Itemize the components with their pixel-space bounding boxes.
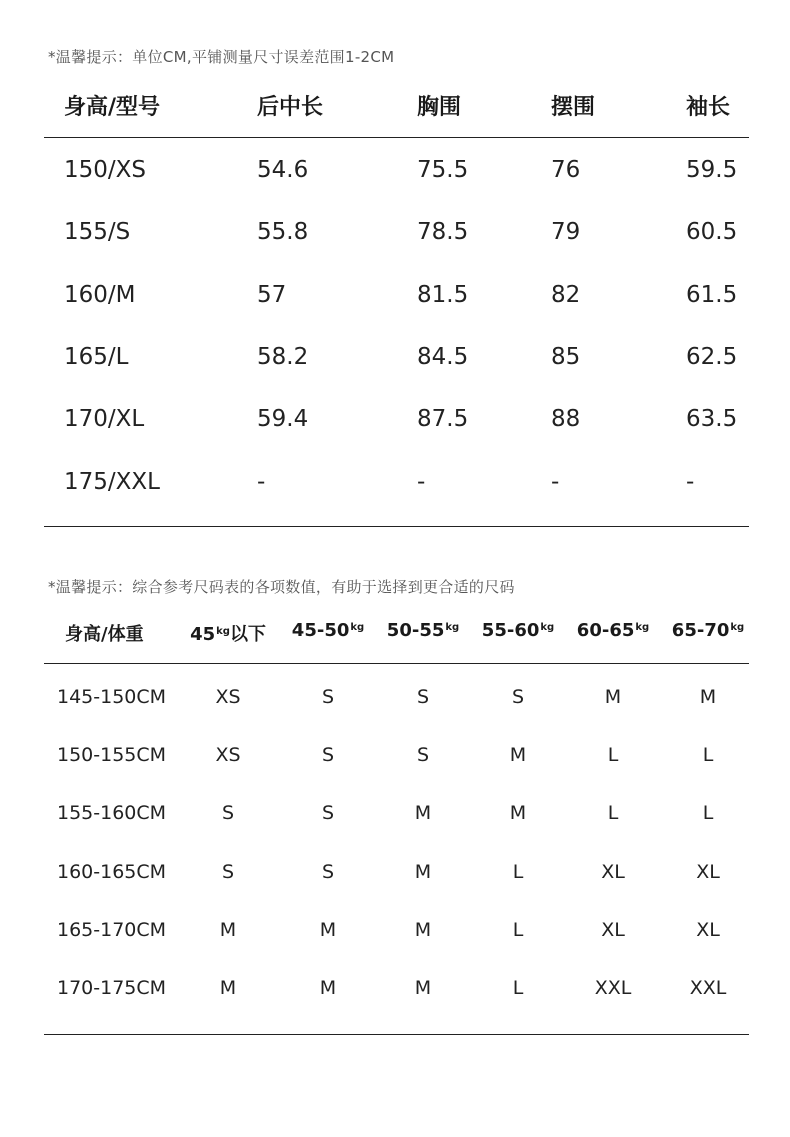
cell-size: L [607, 802, 619, 824]
cell-hem: 82 [551, 282, 581, 308]
cell-model: 155/S [64, 219, 131, 245]
cell-size: M [699, 686, 717, 708]
size-chart-note: *温馨提示：单位CM,平铺测量尺寸误差范围1-2CM [48, 48, 395, 66]
size-chart-header-divider [44, 137, 749, 138]
cell-model: 165/L [64, 344, 129, 370]
cell-chest: - [417, 469, 426, 495]
cell-size: M [219, 977, 237, 999]
cell-size: S [321, 861, 335, 883]
cell-size: M [509, 802, 527, 824]
cell-back-length: - [257, 469, 266, 495]
header-weight-range: $65-70^{kg}$ [671, 620, 745, 641]
cell-size: M [509, 744, 527, 766]
cell-size: S [416, 744, 430, 766]
header-sleeve-length: 袖长 [686, 95, 731, 120]
cell-size: S [321, 802, 335, 824]
cell-sleeve-length: 63.5 [686, 406, 738, 432]
cell-back-length: 54.6 [257, 157, 309, 183]
cell-chest: 78.5 [417, 219, 469, 245]
size-chart-bottom-divider [44, 526, 749, 527]
cell-size: S [321, 686, 335, 708]
cell-height-range: 170-175CM [57, 977, 167, 999]
cell-hem: 76 [551, 157, 581, 183]
cell-model: 170/XL [64, 406, 145, 432]
cell-size: M [414, 919, 432, 941]
cell-size: XL [696, 919, 720, 941]
cell-size: XS [215, 744, 241, 766]
cell-hem: 79 [551, 219, 581, 245]
cell-size: L [512, 919, 524, 941]
header-hem: 摆围 [551, 95, 596, 120]
cell-size: S [416, 686, 430, 708]
recommend-chart-note: *温馨提示：综合参考尺码表的各项数值，有助于选择到更合适的尺码 [48, 578, 515, 596]
cell-height-range: 155-160CM [57, 802, 167, 824]
cell-back-length: 55.8 [257, 219, 309, 245]
cell-size: S [221, 861, 235, 883]
header-back-length: 后中长 [257, 95, 324, 120]
cell-height-range: 165-170CM [57, 919, 167, 941]
cell-size: XXL [689, 977, 727, 999]
cell-hem: 88 [551, 406, 581, 432]
cell-size: L [702, 802, 714, 824]
cell-hem: 85 [551, 344, 581, 370]
header-weight-range: $60-65^{kg}$ [576, 620, 650, 641]
cell-sleeve-length: 61.5 [686, 282, 738, 308]
cell-size: M [219, 919, 237, 941]
cell-height-range: 145-150CM [57, 686, 167, 708]
cell-size: XL [601, 861, 625, 883]
cell-size: L [512, 861, 524, 883]
recommend-chart-header-divider [44, 663, 749, 664]
cell-size: M [319, 977, 337, 999]
cell-height-range: 160-165CM [57, 861, 167, 883]
cell-size: M [414, 802, 432, 824]
cell-size: M [319, 919, 337, 941]
cell-size: M [414, 861, 432, 883]
cell-sleeve-length: - [686, 469, 695, 495]
cell-sleeve-length: 60.5 [686, 219, 738, 245]
cell-model: 175/XXL [64, 469, 160, 495]
cell-size: L [702, 744, 714, 766]
cell-back-length: 58.2 [257, 344, 309, 370]
cell-chest: 87.5 [417, 406, 469, 432]
cell-size: XL [696, 861, 720, 883]
cell-size: S [221, 802, 235, 824]
header-chest: 胸围 [417, 95, 462, 120]
header-height-model: 身高/型号 [64, 95, 161, 120]
cell-sleeve-length: 62.5 [686, 344, 738, 370]
cell-hem: - [551, 469, 560, 495]
cell-size: XL [601, 919, 625, 941]
cell-back-length: 59.4 [257, 406, 309, 432]
cell-size: M [414, 977, 432, 999]
cell-size: L [512, 977, 524, 999]
cell-size: XXL [594, 977, 632, 999]
cell-sleeve-length: 59.5 [686, 157, 738, 183]
cell-model: 160/M [64, 282, 136, 308]
cell-chest: 81.5 [417, 282, 469, 308]
header-weight-range: $45^{kg}$以下 [190, 624, 266, 645]
header-weight-range: $50-55^{kg}$ [386, 620, 460, 641]
cell-size: S [511, 686, 525, 708]
cell-chest: 84.5 [417, 344, 469, 370]
cell-size: L [607, 744, 619, 766]
cell-size: M [604, 686, 622, 708]
cell-chest: 75.5 [417, 157, 469, 183]
header-weight-range: $45-50^{kg}$ [291, 620, 365, 641]
recommend-chart-bottom-divider [44, 1034, 749, 1035]
cell-size: S [321, 744, 335, 766]
cell-height-range: 150-155CM [57, 744, 167, 766]
cell-model: 150/XS [64, 157, 147, 183]
header-weight-range: $55-60^{kg}$ [481, 620, 555, 641]
header-height-weight: 身高/体重 [65, 624, 144, 645]
cell-size: XS [215, 686, 241, 708]
cell-back-length: 57 [257, 282, 287, 308]
